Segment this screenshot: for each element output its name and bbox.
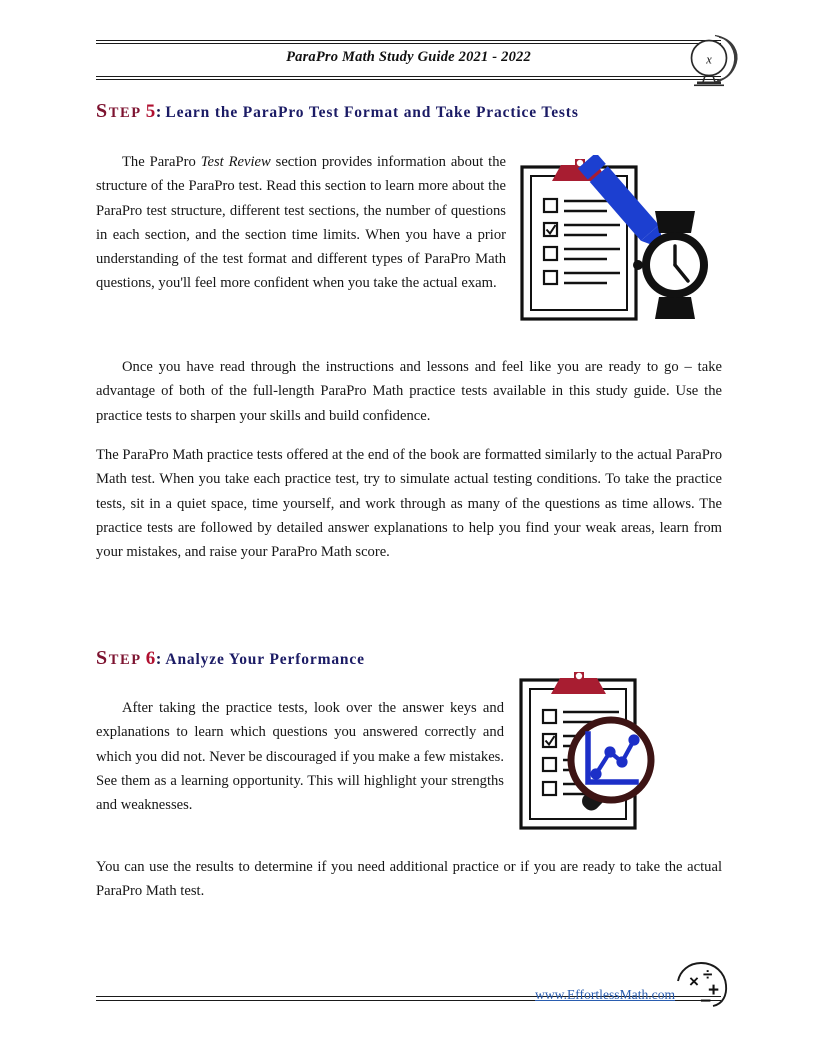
step-6-number: 6 [145, 648, 156, 669]
svg-text:−: − [700, 991, 712, 1011]
header-rule-bottom [96, 76, 721, 80]
step-5-colon: : [155, 102, 162, 121]
step-6-title: Analyze Your Performance [165, 651, 365, 668]
paragraph-1-part-a: The ParaPro [122, 154, 201, 170]
paragraph-1 [96, 150, 506, 296]
clipboard-pencil-watch-illustration [519, 155, 715, 325]
paragraph-1-italic-phrase: Test Review [200, 154, 271, 170]
step-5-number: 5 [145, 101, 156, 122]
step-6-word: STEP [96, 647, 142, 669]
svg-text:÷: ÷ [703, 965, 713, 984]
header-title: ParaPro Math Study Guide 2021 - 2022 [286, 49, 531, 65]
paragraph-3: The ParaPro Math practice tests offered at the end of the book are formatted similarly to the actual ParaPro Math test. When you take each practice test, try to simulate actual testing conditions. To take the practice tests, sit in a quiet space, time yourself, and work through as many of the questions as time allows. The practice tests are followed by detailed answer explanations to help you find your weak areas, learn from your mistakes, and raise your ParaPro Math score. [96, 447, 722, 561]
globe-icon [683, 32, 745, 90]
clipboard-magnifier-illustration [518, 668, 690, 833]
paragraph-4 [96, 696, 504, 817]
step-6-colon: : [155, 649, 162, 668]
svg-text:+: + [708, 980, 720, 1001]
math-symbols-logo-icon [673, 959, 729, 1011]
step-6-heading [96, 647, 365, 670]
paragraph-2 [96, 355, 722, 428]
svg-text:x: x [706, 52, 712, 67]
svg-text:×: × [689, 972, 699, 991]
step-5-heading [96, 100, 579, 123]
website-link[interactable]: www.EffortlessMath.com [535, 987, 676, 1002]
page-header [96, 40, 721, 80]
paragraph-2-text: Once you have read through the instructions and lessons and feel like you are ready to go – take advantage of both of the full-length ParaPro Math practice tests available in this study guide. Use the practice tests to sharpen your skills and build confidence. [96, 359, 722, 424]
paragraph-4-text: After taking the practice tests, look over the answer keys and explanations to learn which questions you answered correctly and which you did not. Never be discouraged if you make a few mistakes. See them as a learning opportunity. This will highlight your strengths and weaknesses. [96, 700, 504, 814]
step-5-word: STEP [96, 100, 142, 122]
step-5-title: Learn the ParaPro Test Format and Take Practice Tests [165, 104, 579, 121]
paragraph-5: You can use the results to determine if you need additional practice or if you are ready to take the actual ParaPro Math test. [96, 859, 722, 900]
paragraph-1-part-b: section provides information about the structure of the ParaPro test. Read this section to learn more about the ParaPro test structure, different test sections, the number of questions in each section, and the section time limits. When you have a prior understanding of the test format and different types of ParaPro Math questions, you'll feel more confident when you take the actual exam. [96, 154, 506, 292]
header-rule-top [96, 40, 721, 44]
